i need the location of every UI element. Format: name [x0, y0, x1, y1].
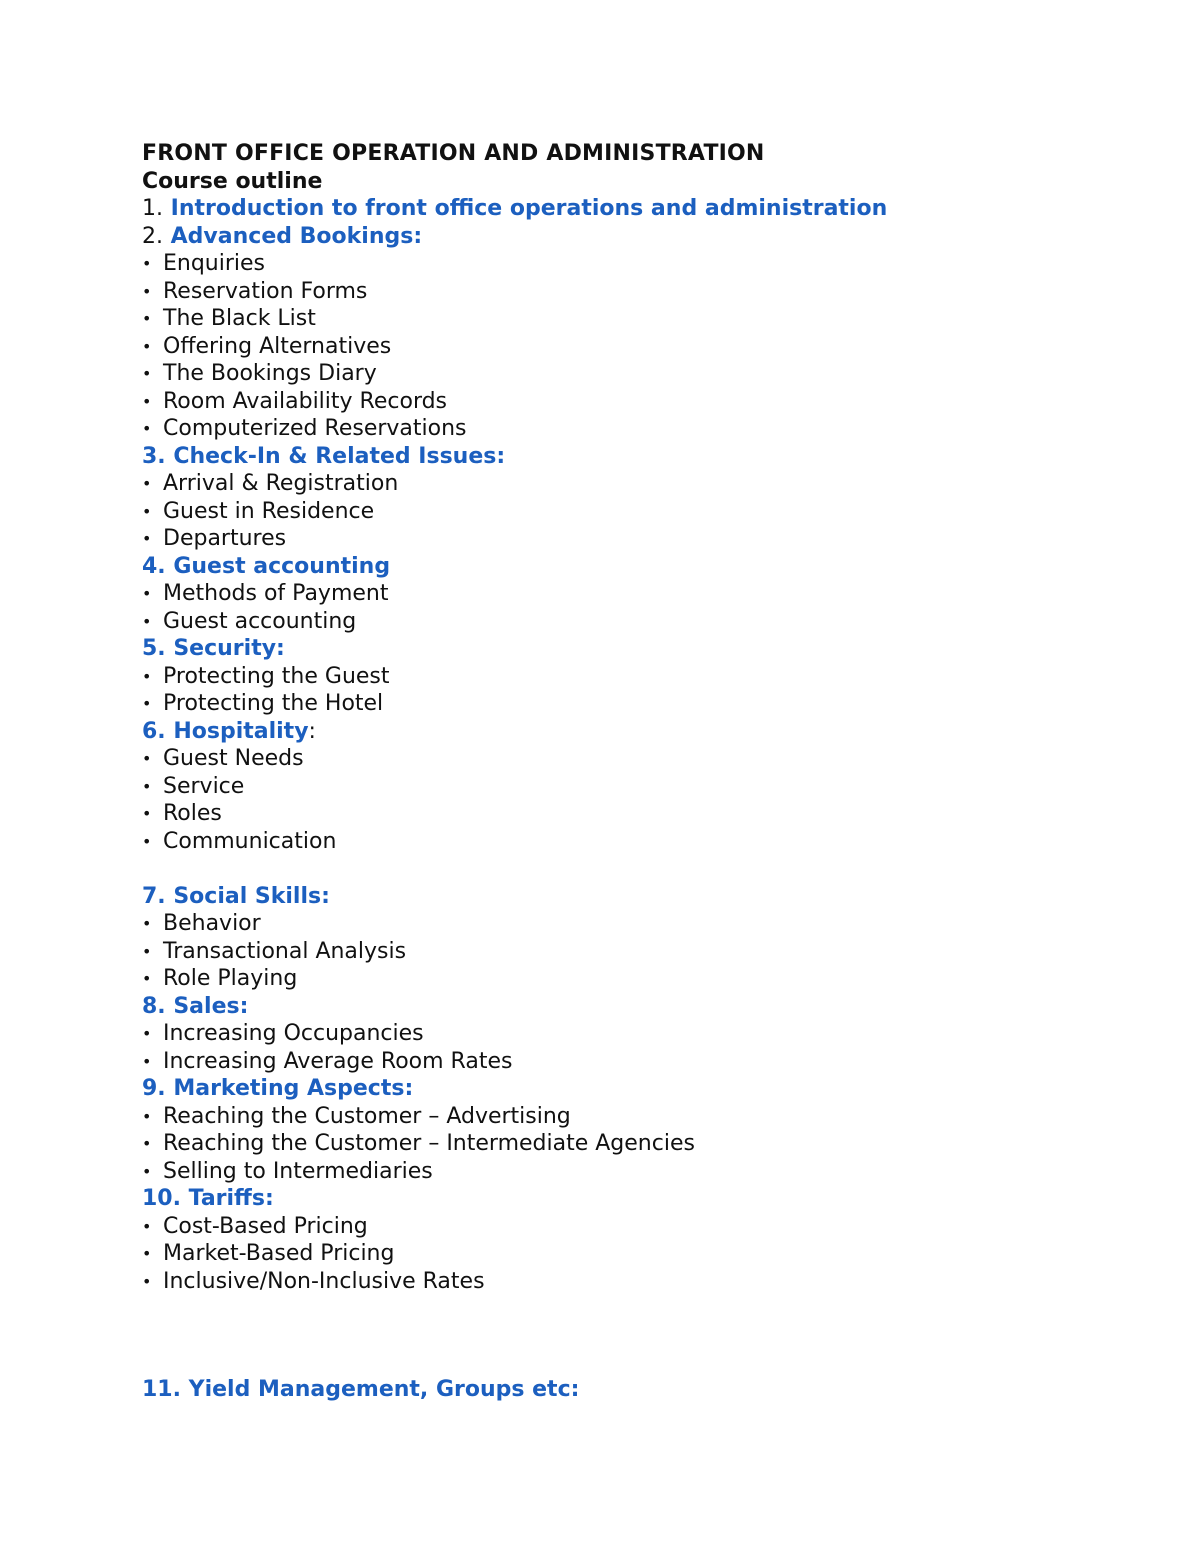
list-item-text: Guest in Residence — [163, 498, 375, 524]
section-number: 10. — [142, 1186, 181, 1211]
section-heading-5 — [142, 635, 1142, 663]
list-item — [142, 1158, 1142, 1186]
bullet-icon: • — [142, 749, 152, 768]
list-item-text: Reservation Forms — [163, 278, 368, 304]
document-title: FRONT OFFICE OPERATION AND ADMINISTRATION — [142, 141, 765, 166]
section-heading-6 — [142, 718, 1142, 746]
bullet-icon: • — [142, 364, 152, 383]
list-item-text: Cost-Based Pricing — [163, 1213, 368, 1239]
bullet-icon: • — [142, 336, 152, 356]
list-item — [142, 1020, 1142, 1048]
list-item — [142, 1268, 1142, 1296]
section-heading-2 — [142, 223, 1142, 251]
section-number: 7. — [142, 883, 166, 909]
section-number: 2. — [142, 223, 163, 249]
list-item-text: Guest accounting — [163, 608, 357, 634]
list-item — [142, 828, 1142, 856]
list-item-text: Increasing Occupancies — [163, 1021, 424, 1046]
list-item — [142, 415, 1142, 443]
list-item — [142, 470, 1142, 498]
section-title-colon: : — [308, 718, 316, 744]
list-item — [142, 663, 1142, 691]
bullet-icon: • — [142, 914, 152, 933]
list-item-text: Market-Based Pricing — [163, 1241, 395, 1266]
list-item-text: Communication — [163, 828, 337, 854]
list-item — [142, 580, 1142, 608]
section-number: 5. — [142, 636, 166, 661]
list-item — [142, 333, 1142, 361]
list-item — [142, 1103, 1142, 1131]
bullet-icon: • — [142, 529, 152, 548]
bullet-icon: • — [142, 1106, 152, 1126]
section-heading-1 — [142, 195, 1142, 223]
bullet-icon: • — [142, 1134, 152, 1153]
section-title: Guest accounting — [165, 553, 391, 579]
bullet-icon: • — [142, 831, 152, 851]
document-page — [142, 140, 1142, 1404]
list-item-text: The Bookings Diary — [163, 361, 377, 386]
list-item — [142, 360, 1142, 388]
section-title: Hospitality — [165, 718, 309, 744]
list-item-text: Arrival & Registration — [163, 471, 399, 496]
section-number: 6. — [142, 718, 166, 744]
section-title: Yield Management, Groups etc: — [180, 1377, 580, 1402]
list-item-text: Behavior — [163, 911, 261, 936]
list-item — [142, 608, 1142, 636]
section-heading-7 — [142, 883, 1142, 911]
list-item-text: Selling to Intermediaries — [163, 1158, 433, 1184]
bullet-icon: • — [142, 804, 152, 823]
section-title: Marketing Aspects: — [165, 1076, 414, 1101]
section-title: Sales: — [165, 993, 249, 1019]
list-item-text: Protecting the Guest — [163, 663, 390, 689]
list-item — [142, 250, 1142, 278]
list-item — [142, 1213, 1142, 1241]
section-heading-8 — [142, 993, 1142, 1021]
bullet-icon: • — [142, 611, 152, 631]
bullet-icon: • — [142, 666, 152, 686]
bullet-icon: • — [142, 281, 152, 301]
list-item-text: Computerized Reservations — [163, 416, 467, 441]
list-item — [142, 910, 1142, 938]
section-number: 1. — [142, 196, 163, 221]
list-item-text: Role Playing — [163, 966, 298, 991]
list-item-text: Roles — [163, 801, 222, 826]
section-heading-4 — [142, 553, 1142, 581]
section-heading-11 — [142, 1376, 1142, 1404]
course-outline-subtitle: Course outline — [142, 168, 323, 194]
list-item — [142, 1130, 1142, 1158]
list-item — [142, 745, 1142, 773]
list-item — [142, 525, 1142, 553]
list-item-text: Increasing Average Room Rates — [163, 1048, 513, 1074]
list-item-text: Service — [163, 773, 245, 799]
bullet-icon: • — [142, 1216, 152, 1236]
list-item-text: Methods of Payment — [163, 581, 389, 606]
list-item — [142, 278, 1142, 306]
bullet-icon: • — [142, 694, 152, 713]
bullet-icon: • — [142, 419, 152, 438]
list-item — [142, 305, 1142, 333]
list-item — [142, 1240, 1142, 1268]
list-item — [142, 1048, 1142, 1076]
list-item-text: Offering Alternatives — [163, 333, 392, 359]
bullet-icon: • — [142, 1051, 152, 1071]
section-title: Security: — [165, 636, 285, 661]
section-heading-3 — [142, 443, 1142, 471]
section-title: Advanced Bookings: — [163, 223, 423, 249]
bullet-icon: • — [142, 776, 152, 796]
bullet-icon: • — [142, 474, 152, 493]
list-item-text: Room Availability Records — [163, 388, 448, 414]
blank-line — [142, 855, 1142, 883]
section-number: 8. — [142, 993, 166, 1019]
bullet-icon: • — [142, 584, 152, 603]
list-item-text: Transactional Analysis — [163, 938, 407, 964]
list-item — [142, 498, 1142, 526]
bullet-icon: • — [142, 309, 152, 328]
section-title: Tariffs: — [180, 1186, 274, 1211]
section-number: 3. — [142, 443, 166, 469]
bullet-icon: • — [142, 1024, 152, 1043]
list-item-text: The Black List — [163, 306, 316, 331]
section-title: Introduction to front office operations and administration — [163, 196, 888, 221]
list-item-text: Reaching the Customer – Advertising — [163, 1103, 571, 1129]
list-item-text: Guest Needs — [163, 746, 304, 771]
bullet-icon: • — [142, 501, 152, 521]
list-item-text: Protecting the Hotel — [163, 691, 384, 716]
list-item — [142, 965, 1142, 993]
list-item-text: Enquiries — [163, 251, 266, 276]
list-item — [142, 938, 1142, 966]
list-item — [142, 388, 1142, 416]
section-heading-9 — [142, 1075, 1142, 1103]
list-item-text: Departures — [163, 526, 287, 551]
bullet-icon: • — [142, 391, 152, 411]
section-number: 9. — [142, 1076, 166, 1101]
list-item-text: Reaching the Customer – Intermediate Agencies — [163, 1131, 695, 1156]
bullet-icon: • — [142, 1271, 152, 1291]
bullet-icon: • — [142, 941, 152, 961]
section-number: 11. — [142, 1377, 181, 1402]
section-heading-10 — [142, 1185, 1142, 1213]
section-title: Check-In & Related Issues: — [165, 443, 506, 469]
section-number: 4. — [142, 553, 166, 579]
blank-lines — [142, 1295, 1142, 1376]
section-title: Social Skills: — [165, 883, 330, 909]
bullet-icon: • — [142, 254, 152, 273]
bullet-icon: • — [142, 1244, 152, 1263]
list-item — [142, 690, 1142, 718]
bullet-icon: • — [142, 1161, 152, 1181]
list-item — [142, 800, 1142, 828]
bullet-icon: • — [142, 969, 152, 988]
list-item — [142, 773, 1142, 801]
list-item-text: Inclusive/Non-Inclusive Rates — [163, 1268, 485, 1294]
